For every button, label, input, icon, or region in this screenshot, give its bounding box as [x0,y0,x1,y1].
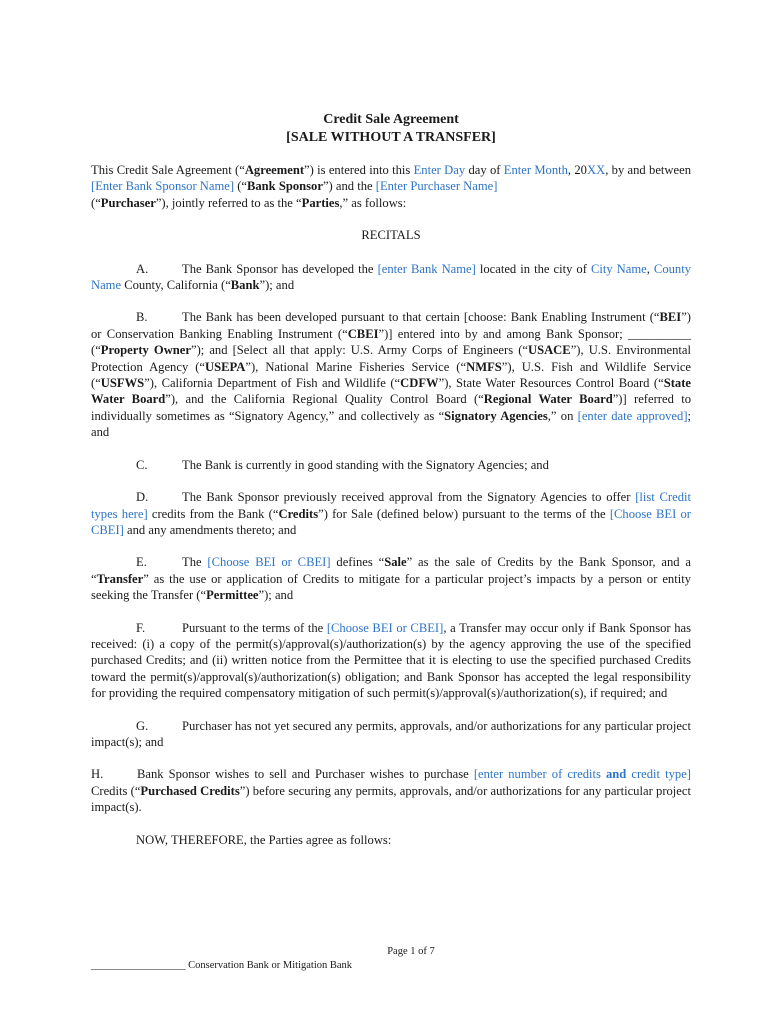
intro-paragraph [91,162,691,211]
term-nmfs: NMFS [466,359,502,374]
recital-letter: G. [136,718,149,733]
term-agreement: Agreement [244,163,305,177]
now-therefore: NOW, THEREFORE, the Parties agree as follows: [136,832,392,847]
field-number-of-credits[interactable] [474,767,691,781]
recital-h [91,766,691,815]
field-sponsor-name[interactable]: [Enter Bank Sponsor Name] [91,179,235,194]
text: (“ [91,195,101,210]
recital-a [91,261,691,294]
term-cdfw: CDFW [400,376,439,391]
term-bank: Bank [230,278,260,293]
page-number: Page 1 of 7 [387,946,435,957]
text: The [182,555,208,570]
text: ”), National Marine Fisheries Service (“ [245,359,467,374]
term-purchaser: Purchaser [100,195,156,210]
recitals-heading: RECITALS [361,228,421,243]
title-line-1: Credit Sale Agreement [323,112,459,127]
field-credit-types[interactable]: [list Credit types here] [91,490,692,521]
term-permittee: Permittee [206,588,259,603]
term-credits: Credits [278,506,319,521]
text: ; and [91,408,692,440]
field-enter-day[interactable]: Enter Day [413,163,466,177]
text: The Bank Sponsor previously received approval from the Signatory Agencies to offer [182,490,636,505]
text: ”)] entered into by and among Bank Sponsor; __________ (“ [91,326,692,358]
recital-b [91,309,691,440]
recital-letter: A. [136,261,149,276]
field-city-name[interactable]: City Name [590,261,647,276]
text: ”), California Department of Fish and Wildlife (“ [144,376,401,391]
text: County, California (“ [121,278,231,293]
text: The Bank Sponsor has developed the [182,261,378,276]
text: ”); and [Select all that apply: U.S. Army Corps of Engineers (“ [190,343,528,358]
text: , [646,261,654,276]
document-title [91,111,691,146]
recital-e [91,554,691,603]
text: credits from the Bank (“ [147,506,279,521]
recital-letter: B. [136,310,148,325]
term-transfer: Transfer [96,571,144,586]
term-state-water-board: State Water Board [91,376,691,407]
term-cbei: CBEI [347,326,379,341]
term-parties: Parties [301,195,340,210]
field-year[interactable]: XX [586,163,606,177]
text: , 20 [567,163,587,177]
text: Purchaser has not yet secured any permits, approvals, and/or authorizations for any particular project impact(s); and [91,718,691,749]
recital-g [91,718,691,751]
text: ” as the sale of Credits by the Bank Sponsor, and a “ [91,555,691,586]
footer-bank-line: __________________ Conservation Bank or Mitigation Bank [91,959,353,971]
text: located in the city of [475,261,591,276]
text: , by and between [605,163,691,177]
document-body [91,111,691,848]
term-usace: USACE [527,343,571,358]
text: ”), U.S. Environmental Protection Agency (“ [91,343,692,374]
text: ”) is entered into this [304,163,414,177]
text: This Credit Sale Agreement (“ [91,163,245,177]
recital-d [91,489,691,538]
term-regional-water-board: Regional Water Board [483,392,613,407]
recital-letter: H. [91,767,104,782]
text: ,” on [547,408,578,423]
text: , a Transfer may occur only if Bank Sponsor has received: (i) a copy of the permit(s)/approval(s)/authorization(s) by the agency approving the use of the specified purchased Credits; and (ii) written notice from the Permittee that it is electing to use the specified purchased Credits toward the permit(s)/approval(s)/authorization(s) obligation; and Bank Sponsor has accepted the legal responsibility for providing the required compensatory mitigation of such permit(s)/approval(s)/authorization(s), if required; and [91,620,691,701]
text: ”) before securing any permits, approvals, and/or authorizations for any particular project impact(s). [91,783,691,815]
field-bank-name[interactable]: [enter Bank Name] [377,261,476,276]
term-sale: Sale [384,555,407,570]
field-choose-bei-cbei[interactable]: [Choose BEI or CBEI] [207,555,337,570]
recital-letter: F. [136,620,146,635]
recital-letter: D. [136,490,149,505]
text: ”); and [258,588,294,603]
recital-f [91,620,691,702]
page-footer [91,945,691,972]
text: ”), U.S. Fish and Wildlife Service (“ [91,359,691,391]
recital-c [91,457,691,473]
term-bank-sponsor: Bank Sponsor [246,179,323,194]
term-property-owner: Property Owner [100,343,191,358]
field-purchaser-name[interactable]: [Enter Purchaser Name] [375,179,498,194]
text: ”) or Conservation Banking Enabling Instrument (“ [91,310,691,341]
text: Bank Sponsor wishes to sell and Purchaser wishes to purchase [137,767,474,782]
text: and any amendments thereto; and [123,522,297,537]
recital-letter: C. [136,457,148,472]
field-date-approved[interactable]: [enter date approved] [577,408,688,423]
text: Pursuant to the terms of the [182,620,327,635]
text: The Bank is currently in good standing with the Signatory Agencies; and [182,457,549,472]
text: (“ [234,179,247,194]
title-line-2: [SALE WITHOUT A TRANSFER] [286,129,496,145]
recital-letter: E. [136,555,147,570]
text: day of [465,163,504,177]
text: credit type] [626,767,691,782]
text: Credits (“ [91,783,141,798]
text: ” as the use or application of Credits to mitigate for a particular project’s impacts by a person or entity seeking the Transfer (“ [91,571,691,603]
field-enter-month[interactable]: Enter Month [503,163,568,177]
term-signatory-agencies: Signatory Agencies [444,408,548,423]
text: ”), jointly referred to as the “ [155,195,302,210]
text: ”); and [259,278,295,293]
text: ”), and the California Regional Quality Control Board (“ [165,392,484,407]
text: ”) for Sale (defined below) pursuant to the terms of the [318,506,610,521]
text: The Bank has been developed pursuant to that certain [choose: Bank Enabling Instrument (“ [182,310,660,325]
text: and [606,767,627,782]
term-bei: BEI [659,310,682,325]
term-purchased-credits: Purchased Credits [140,783,240,798]
field-choose-bei-cbei[interactable]: [Choose BEI or CBEI] [91,506,691,537]
text: ”), State Water Resources Control Board (“ [438,376,664,391]
text: ”) and the [322,179,376,194]
field-choose-bei-cbei[interactable]: [Choose BEI or CBEI] [326,620,444,635]
term-usepa: USEPA [205,359,246,374]
text: ,” as follows: [339,195,407,210]
text: [enter number of credits [473,767,606,782]
text: defines “ [336,555,385,570]
text: ”)] referred to individually sometimes as “Signatory Agency,” and collectively as “ [91,392,691,423]
field-county-name[interactable]: County Name [91,261,692,293]
term-usfws: USFWS [100,376,145,391]
